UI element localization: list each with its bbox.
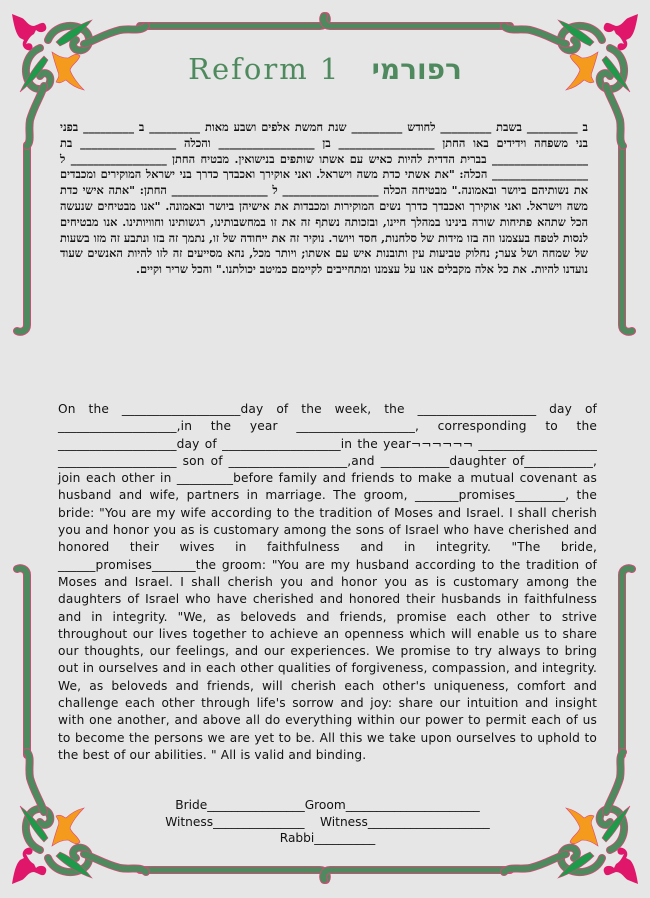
witness1-signature-line[interactable]: Witness_______________ xyxy=(165,814,305,829)
signature-row xyxy=(58,830,597,847)
border-left xyxy=(17,145,27,755)
border-bottom xyxy=(140,870,510,880)
border-top xyxy=(140,16,510,26)
hebrew-ketubah-text xyxy=(60,120,588,278)
english-ketubah-text xyxy=(58,401,597,764)
rabbi-signature-line[interactable]: Rabbi__________ xyxy=(279,831,376,845)
title-english: Reform 1 xyxy=(188,52,341,86)
signature-block xyxy=(58,797,597,847)
groom-signature-line[interactable]: Groom______________________ xyxy=(304,798,480,812)
title-hebrew: רפורמי xyxy=(371,53,462,86)
signature-row xyxy=(58,814,597,831)
page-title xyxy=(0,52,650,86)
witness2-signature-line[interactable]: Witness____________________ xyxy=(304,814,490,829)
bride-signature-line[interactable]: Bride________________ xyxy=(175,798,305,812)
signature-row xyxy=(58,797,597,814)
hebrew-paragraph: ב _________ בשבת _________ לחודש _________ שנת חמשת אלפים ושבע מאות _________ ב _________ בפני בני משפחה וידידים באו החתן _________________ בן _________________ והכלה _________________ בת _________________ בברית הדדית להיות כאיש עם אשתו שותפים בנישואין. מבטיח החתן _________________ ל _________________ הכלה: "את אשתי כדת משה וישראל. ואני אוקירך ואכבדך כדרך בני ישראל המוקירים ומכבדים את נשותיהם ביושר ובאמונה." מבטיחה הכלה _________________ ל _________________ החתן: "אתה אישי כדת משה וישראל. ואני אוקירך ואכבדך כדרך נשים המוקירות ומכבדות את אישיהן ביושר ובאמונה. "אנו מבטיחים שנעשה הכל שתהא פתיחות שורה בינינו במהלך חיינו, ובזכותה נשתף זה את זו במחשבותינו, רגשותינו וחוויותינו. אנו מבטיחים לנסות לטפח בעצמנו וזה בזו מידות של סלחנות, חסד ויושר. נוקיר זה את ייחודה של זו, נתמך זה בזו ונתבע זה מזו בשעות של שמחה ושל צער; נחלוק טביעות עין ותובנות איש עם אשתו; ויותר מכל, נהא מסייעים זה לזו להיות האנשים שעוד נועדנו להיות. את כל אלה מקבלים אנו על עצמנו ומתחייבים לקיימם כמיטב יכולתנו." והכל שריר וקיים. xyxy=(60,120,588,277)
border-right xyxy=(622,145,632,755)
english-paragraph: On the ___________________day of the week, the ___________________ day of ___________________,in the year ___________________, corresponding to the ___________________day of ___________________in the year¬¬¬¬¬¬ ___________________ ___________________ son of ___________________,and ___________daughter of___________, join each other in _________before family and friends to make a mutual covenant as husband and wife, partners in marriage. The groom, _______promises________, the bride: "You are my wife according to the tradition of Moses and Israel. I shall cherish you and honor you as is customary among the sons of Israel who have cherished and honored their wives in faithfulness and in integrity. "The bride, ______promises_______the groom: "You are my husband according to the tradition of Moses and Israel. I shall cherish you and honor you as is customary among the daughters of Israel who have cherished and honored their husbands in faithfulness and in integrity. "We, as beloveds and friends, promise each other to strive throughout our lives together to achieve an openness which will enable us to share our thoughts, our feelings, and our experiences. We promise to try always to bring out in ourselves and in each other qualities of forgiveness, compassion, and integrity. We, as beloveds and friends, will cherish each other's uniqueness, comfort and challenge each other through life's sorrow and joy: share our intuition and insight with one another, and above all do everything within our power to permit each of us to become the persons we are yet to be. All this we take upon ourselves to uphold to the best of our abilities. " All is valid and binding. xyxy=(58,402,597,762)
